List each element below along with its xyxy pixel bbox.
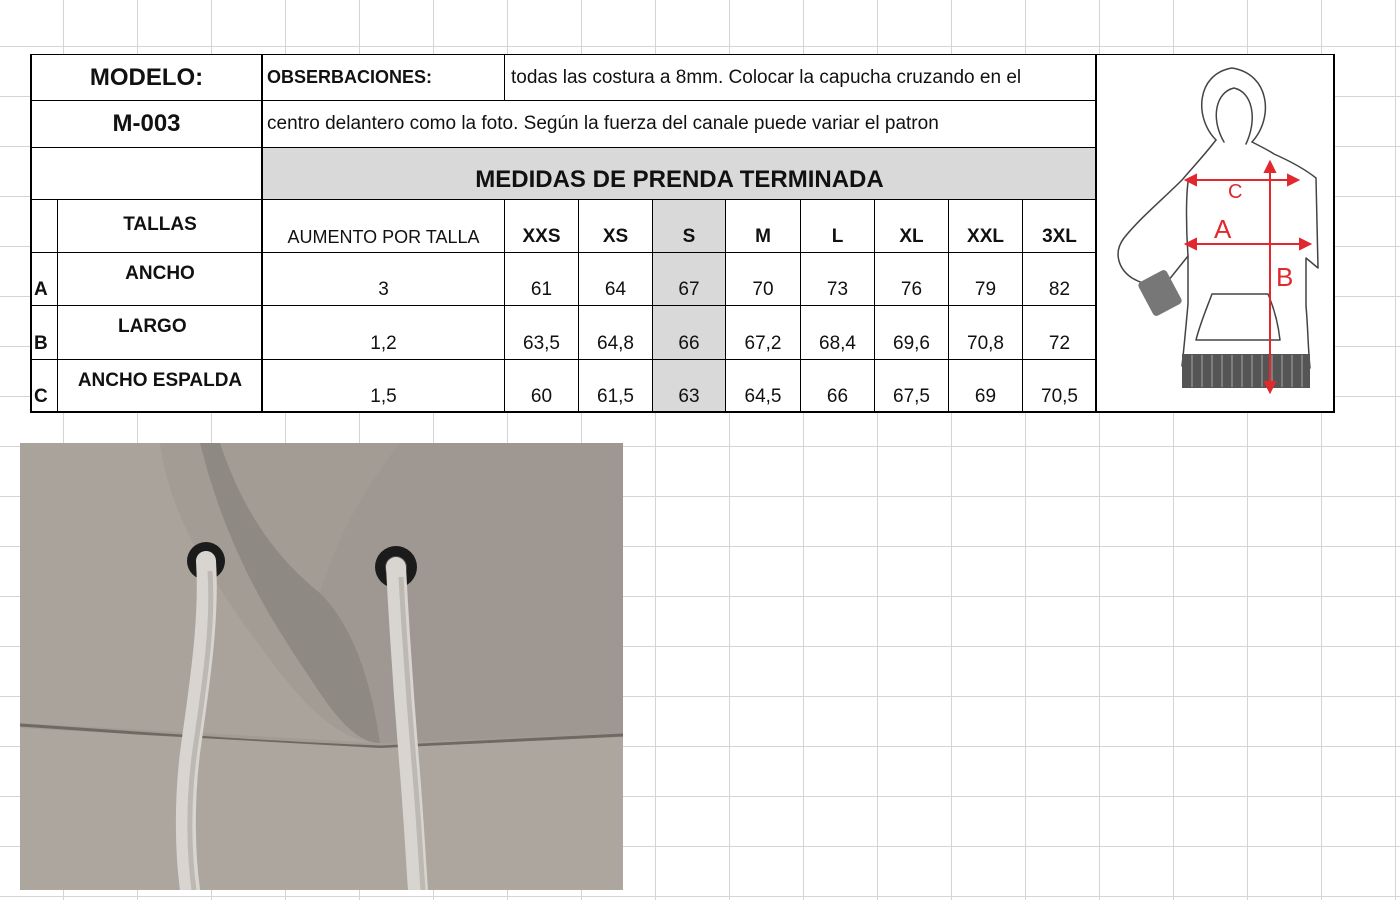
measure-label-a: A [1214, 214, 1232, 244]
size-header-xs: XS [579, 200, 652, 252]
cell-a-l: 73 [801, 253, 874, 305]
table-border [30, 54, 1335, 55]
table-border [504, 199, 505, 412]
tallas-header: TALLAS [58, 200, 262, 252]
table-border [652, 199, 653, 412]
sleeve-cuff-ribbing [1137, 269, 1183, 318]
table-border [30, 305, 1096, 306]
table-border [725, 199, 726, 412]
cell-c-s: 63 [653, 360, 725, 412]
cell-a-xxl: 79 [949, 253, 1022, 305]
hood-opening [1216, 88, 1252, 144]
observaciones-text-line2: centro delantero como la foto. Según la fuerza del canale puede variar el patron [263, 101, 1096, 147]
row-aumento-a: 3 [263, 253, 504, 305]
table-border [30, 411, 1335, 413]
row-name-largo: LARGO [58, 306, 262, 359]
cell-b-xxl: 70,8 [949, 306, 1022, 359]
cell-a-3xl: 82 [1023, 253, 1096, 305]
modelo-value: M-003 [31, 101, 262, 147]
table-border [504, 54, 505, 101]
table-border [30, 252, 1096, 253]
photo-lower-body [20, 728, 623, 890]
size-header-s: S [653, 200, 725, 252]
hood-outline [1202, 68, 1266, 142]
row-letter-a: A [31, 253, 57, 305]
size-header-xxs: XXS [505, 200, 578, 252]
cell-a-xl: 76 [875, 253, 948, 305]
measure-b-arrow-top [1265, 162, 1275, 172]
table-border [1022, 199, 1023, 412]
table-border [948, 199, 949, 412]
letter-column-header [31, 200, 57, 252]
cell-b-xl: 69,6 [875, 306, 948, 359]
cell-b-l: 68,4 [801, 306, 874, 359]
measure-c-arrow-right [1288, 175, 1298, 185]
table-border [800, 199, 801, 412]
modelo-label: MODELO: [31, 55, 262, 100]
cell-c-xxs: 60 [505, 360, 578, 412]
cell-b-xxs: 63,5 [505, 306, 578, 359]
cell-c-xs: 61,5 [579, 360, 652, 412]
table-title: MEDIDAS DE PRENDA TERMINADA [263, 148, 1096, 199]
table-border [30, 100, 1096, 101]
size-header-3xl: 3XL [1023, 200, 1096, 252]
cell-c-m: 64,5 [726, 360, 800, 412]
row-letter-b: B [31, 306, 57, 359]
table-border [261, 54, 263, 412]
row-aumento-c: 1,5 [263, 360, 504, 412]
aumento-header: AUMENTO POR TALLA [263, 200, 504, 252]
empty-header-cell [31, 148, 262, 199]
observaciones-label: OBSERBACIONES: [263, 55, 504, 100]
cell-a-m: 70 [726, 253, 800, 305]
kangaroo-pocket [1196, 294, 1280, 340]
cell-a-xxs: 61 [505, 253, 578, 305]
hoodie-diagram [1102, 58, 1330, 408]
cell-a-s: 67 [653, 253, 725, 305]
table-border [57, 199, 58, 412]
cell-b-xs: 64,8 [579, 306, 652, 359]
cell-b-m: 67,2 [726, 306, 800, 359]
cell-c-l: 66 [801, 360, 874, 412]
measure-b-arrow-bottom [1265, 382, 1275, 392]
table-border [1095, 54, 1097, 412]
measure-label-c: C [1228, 181, 1243, 203]
cell-c-xxl: 69 [949, 360, 1022, 412]
cell-b-s: 66 [653, 306, 725, 359]
size-header-xl: XL [875, 200, 948, 252]
table-border [874, 199, 875, 412]
table-border [30, 147, 1096, 148]
cell-a-xs: 64 [579, 253, 652, 305]
size-header-m: M [726, 200, 800, 252]
table-border [30, 199, 1096, 200]
measure-label-b: B [1276, 262, 1294, 292]
row-aumento-b: 1,2 [263, 306, 504, 359]
size-header-xxl: XXL [949, 200, 1022, 252]
hem-ribbing [1182, 354, 1310, 388]
size-header-l: L [801, 200, 874, 252]
hoodie-neckline-photo [20, 443, 623, 890]
cell-c-xl: 67,5 [875, 360, 948, 412]
table-border [30, 359, 1096, 360]
cell-c-3xl: 70,5 [1023, 360, 1096, 412]
row-letter-c: C [31, 360, 57, 412]
table-border [578, 199, 579, 412]
cell-b-3xl: 72 [1023, 306, 1096, 359]
measure-a-arrow-right [1300, 239, 1310, 249]
observaciones-text-line1: todas las costura a 8mm. Colocar la capucha cruzando en el [505, 55, 1096, 100]
row-name-ancho-espalda: ANCHO ESPALDA [58, 360, 262, 412]
row-name-ancho: ANCHO [58, 253, 262, 305]
table-border [30, 54, 32, 412]
table-border [1333, 54, 1335, 412]
